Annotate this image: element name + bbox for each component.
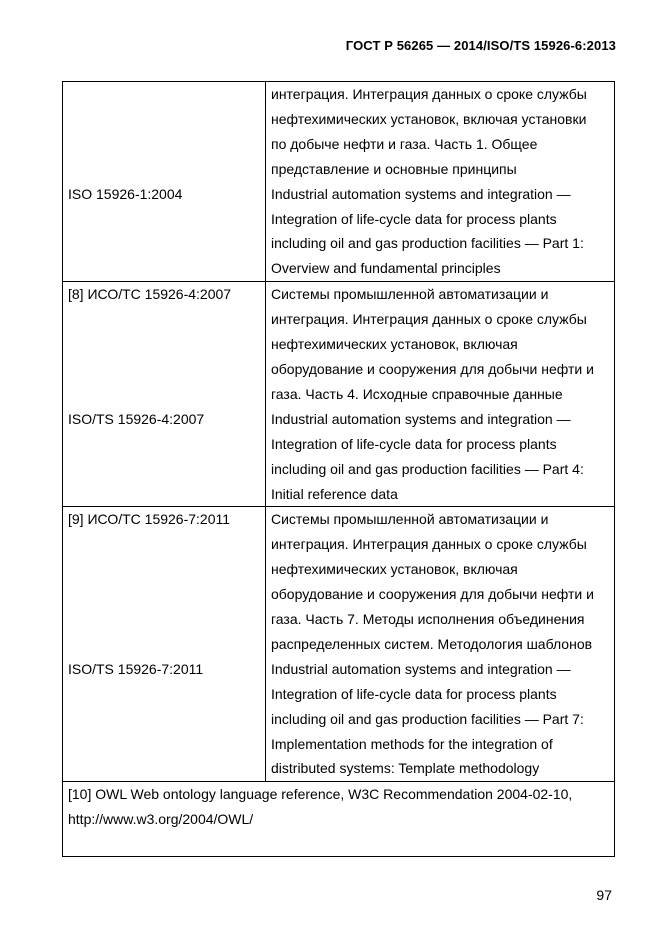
- blank-line: [68, 357, 261, 382]
- description-line: Implementation methods for the integration of: [271, 735, 553, 752]
- description-line: Initial reference data: [271, 485, 398, 502]
- blank-line: [68, 557, 261, 582]
- description-line: распределенных систем. Методология шаблонов: [271, 635, 593, 652]
- page-number: 97: [596, 887, 612, 903]
- description-line: Industrial automation systems and integration —: [271, 410, 571, 427]
- description-line: нефтехимических установок, включая: [271, 561, 518, 578]
- blank-line: [68, 582, 261, 607]
- reference-description-cell: [266, 282, 615, 507]
- table-row: [63, 82, 615, 282]
- description-line: интеграция. Интеграция данных о сроке службы: [271, 311, 587, 328]
- description-line: интеграция. Интеграция данных о сроке службы: [271, 86, 587, 102]
- reference-id-cell: [63, 507, 266, 782]
- reference-text: [10] OWL Web ontology language reference, W3C Recommendation 2004-02-10, http://www.w3.org/2004/OWL/: [68, 786, 573, 828]
- description-line: Системы промышленной автоматизации и: [271, 286, 549, 303]
- description-line: including oil and gas production facilities — Part 7:: [271, 710, 584, 727]
- description-line: Integration of life-cycle data for process plants: [271, 685, 557, 702]
- blank-line: [68, 532, 261, 557]
- blank-line: [68, 332, 261, 357]
- document-header: ГОСТ Р 56265 — 2014/ISO/TS 15926-6:2013: [345, 38, 616, 53]
- description-line: Industrial automation systems and integration —: [271, 185, 571, 202]
- reference-id-cell: [63, 82, 266, 282]
- references-table: [62, 81, 615, 857]
- reference-id-international: ISO/TS 15926-4:2007: [68, 410, 205, 427]
- description-line: Industrial automation systems and integration —: [271, 660, 571, 677]
- blank-line: [68, 382, 261, 407]
- reference-description-cell: [266, 82, 615, 282]
- description-line: Integration of life-cycle data for process plants: [271, 435, 557, 452]
- description-line: нефтехимических установок, включая: [271, 336, 518, 353]
- reference-id: [8] ИСО/ТС 15926-4:2007: [68, 286, 232, 303]
- reference-id-cell: [63, 282, 266, 507]
- description-line: Overview and fundamental principles: [271, 260, 501, 277]
- description-line: including oil and gas production facilities — Part 4:: [271, 460, 584, 477]
- table-row: [63, 282, 615, 507]
- table-row: [63, 782, 615, 857]
- description-line: Системы промышленной автоматизации и: [271, 511, 549, 528]
- full-width-reference-cell: [63, 782, 615, 857]
- blank-line: [68, 107, 261, 132]
- description-line: по добыче нефти и газа. Часть 1. Общее: [271, 135, 538, 152]
- blank-line: [68, 82, 261, 107]
- description-line: distributed systems: Template methodology: [271, 760, 540, 777]
- blank-line: [68, 607, 261, 632]
- description-line: интеграция. Интеграция данных о сроке службы: [271, 536, 587, 553]
- description-line: представление и основные принципы: [271, 160, 517, 177]
- reference-description-cell: [266, 507, 615, 782]
- blank-line: [68, 307, 261, 332]
- reference-id: ISO 15926-1:2004: [68, 185, 183, 202]
- description-line: Integration of life-cycle data for process plants: [271, 210, 557, 227]
- blank-line: [68, 157, 261, 182]
- reference-id-international: ISO/TS 15926-7:2011: [68, 660, 204, 677]
- description-line: газа. Часть 4. Исходные справочные данные: [271, 385, 563, 402]
- blank-line: [68, 132, 261, 157]
- description-line: нефтехимических установок, включая установки: [271, 110, 587, 127]
- description-line: газа. Часть 7. Методы исполнения объединения: [271, 611, 585, 628]
- description-line: оборудование и сооружения для добычи нефти и: [271, 360, 594, 377]
- description-line: including oil and gas production facilities — Part 1:: [271, 235, 584, 252]
- description-line: оборудование и сооружения для добычи нефти и: [271, 586, 594, 603]
- table-row: [63, 507, 615, 782]
- blank-line: [68, 632, 261, 657]
- reference-id: [9] ИСО/ТС 15926-7:2011: [68, 511, 231, 528]
